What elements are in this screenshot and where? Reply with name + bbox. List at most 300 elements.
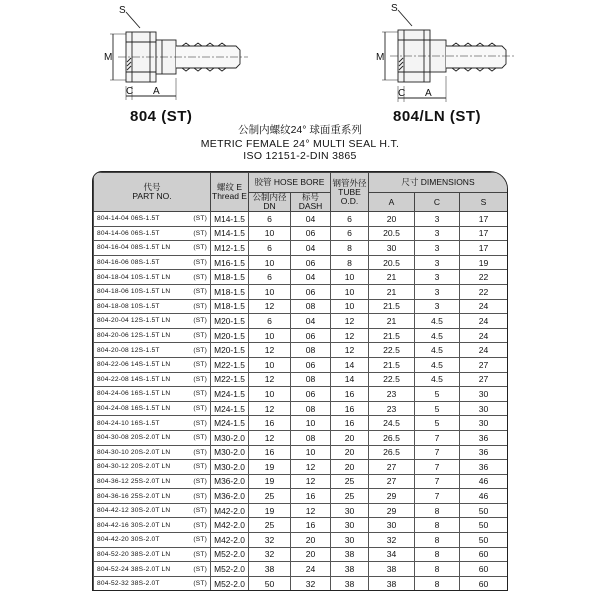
- cell-s: 60: [460, 562, 508, 577]
- cell-dn: 6: [249, 212, 291, 227]
- cell-tube-od: 16: [331, 416, 369, 431]
- technical-drawings: [0, 0, 600, 112]
- cell-dash: 10: [291, 445, 331, 460]
- part-desc: 14S-1.5T LN: [130, 361, 171, 369]
- table-row: [94, 445, 508, 460]
- cell-s: 50: [460, 533, 508, 548]
- cell-s: 17: [460, 241, 508, 256]
- cell-a: 21.5: [369, 328, 415, 343]
- cell-a: 20.5: [369, 226, 415, 241]
- cell-part-no: [94, 503, 211, 518]
- cell-a: 24.5: [369, 416, 415, 431]
- part-code: 804-22-08: [97, 375, 129, 383]
- part-code: 804-42-16: [97, 521, 129, 529]
- cell-s: 22: [460, 270, 508, 285]
- part-code: 804-16-06: [97, 259, 129, 267]
- cell-dash: 10: [291, 416, 331, 431]
- cell-dn: 10: [249, 357, 291, 372]
- cell-thread: M36-2.0: [211, 489, 249, 504]
- table-row: [94, 212, 508, 227]
- cell-c: 3: [415, 299, 460, 314]
- cell-dash: 06: [291, 284, 331, 299]
- cell-dash: 20: [291, 533, 331, 548]
- part-desc: 16S-1.5T LN: [130, 405, 171, 413]
- part-desc: 06S-1.5T: [130, 215, 160, 223]
- cell-s: 24: [460, 299, 508, 314]
- cell-tube-od: 14: [331, 357, 369, 372]
- cell-s: 24: [460, 343, 508, 358]
- cell-dn: 12: [249, 299, 291, 314]
- header-tube-en: TUBE O.D.: [338, 186, 361, 206]
- cell-thread: M24-1.5: [211, 387, 249, 402]
- cell-part-no: [94, 474, 211, 489]
- table-row: [94, 416, 508, 431]
- cell-dash: 24: [291, 562, 331, 577]
- cell-s: 46: [460, 474, 508, 489]
- cell-a: 23: [369, 401, 415, 416]
- cell-part-no: [94, 387, 211, 402]
- cell-dn: 10: [249, 255, 291, 270]
- cell-thread: M18-1.5: [211, 299, 249, 314]
- cell-thread: M52-2.0: [211, 576, 249, 591]
- header-part-no: [94, 173, 211, 212]
- part-code: 804-14-04: [97, 215, 129, 223]
- part-desc: 14S-1.5T LN: [130, 375, 171, 383]
- part-st: (ST): [193, 215, 207, 223]
- cell-s: 24: [460, 314, 508, 329]
- part-st: (ST): [193, 463, 207, 471]
- cell-dash: 06: [291, 255, 331, 270]
- header-s: S: [460, 193, 508, 212]
- header-dash: 标号 DASH: [291, 193, 331, 212]
- cell-dn: 6: [249, 270, 291, 285]
- cell-a: 21: [369, 314, 415, 329]
- cell-a: 20: [369, 212, 415, 227]
- cell-part-no: [94, 241, 211, 256]
- cell-a: 32: [369, 533, 415, 548]
- cell-dn: 16: [249, 416, 291, 431]
- part-desc: 10S-1.5T LN: [130, 273, 171, 281]
- cell-dash: 12: [291, 460, 331, 475]
- cell-c: 8: [415, 562, 460, 577]
- cell-c: 3: [415, 284, 460, 299]
- cell-c: 4.5: [415, 372, 460, 387]
- cell-tube-od: 12: [331, 328, 369, 343]
- right-label-a: A: [425, 88, 432, 99]
- cell-tube-od: 30: [331, 503, 369, 518]
- cell-part-no: [94, 416, 211, 431]
- part-code: 804-30-10: [97, 448, 129, 456]
- header-hose-en: HOSE BORE: [273, 177, 325, 187]
- cell-dn: 19: [249, 460, 291, 475]
- part-desc: 25S-2.0T LN: [130, 492, 171, 500]
- cell-s: 50: [460, 503, 508, 518]
- part-desc: 10S-1.5T: [130, 302, 160, 310]
- cell-thread: M12-1.5: [211, 241, 249, 256]
- cell-dn: 10: [249, 284, 291, 299]
- cell-c: 3: [415, 241, 460, 256]
- cell-a: 26.5: [369, 445, 415, 460]
- cell-thread: M20-1.5: [211, 343, 249, 358]
- cell-dn: 19: [249, 474, 291, 489]
- cell-tube-od: 25: [331, 474, 369, 489]
- cell-dn: 10: [249, 387, 291, 402]
- left-label-m: M: [104, 52, 113, 63]
- part-code: 804-36-16: [97, 492, 129, 500]
- part-st: (ST): [193, 229, 207, 237]
- cell-tube-od: 10: [331, 299, 369, 314]
- table-row: [94, 255, 508, 270]
- cell-dash: 04: [291, 241, 331, 256]
- cell-thread: M36-2.0: [211, 474, 249, 489]
- part-desc: 06S-1.5T: [130, 229, 160, 237]
- part-code: 804-20-06: [97, 332, 129, 340]
- table-row: [94, 284, 508, 299]
- cell-thread: M42-2.0: [211, 533, 249, 548]
- cell-dn: 10: [249, 328, 291, 343]
- cell-dn: 32: [249, 547, 291, 562]
- cell-a: 34: [369, 547, 415, 562]
- part-code: 804-42-12: [97, 507, 129, 515]
- cell-tube-od: 6: [331, 212, 369, 227]
- part-code: 804-22-06: [97, 361, 129, 369]
- cell-part-no: [94, 518, 211, 533]
- header-tube-od: [331, 173, 369, 212]
- part-code: 804-52-32: [97, 580, 129, 588]
- part-st: (ST): [193, 390, 207, 398]
- part-code: 804-24-10: [97, 419, 129, 427]
- cell-thread: M42-2.0: [211, 518, 249, 533]
- cell-part-no: [94, 562, 211, 577]
- part-desc: 38S-2.0T LN: [130, 550, 171, 558]
- part-st: (ST): [193, 288, 207, 296]
- series-title-standard: ISO 12151-2-DIN 3865: [243, 150, 357, 162]
- part-st: (ST): [193, 550, 207, 558]
- cell-a: 38: [369, 576, 415, 591]
- cell-s: 27: [460, 357, 508, 372]
- cell-part-no: [94, 226, 211, 241]
- cell-part-no: [94, 314, 211, 329]
- cell-tube-od: 20: [331, 460, 369, 475]
- cell-dash: 32: [291, 576, 331, 591]
- cell-thread: M24-1.5: [211, 401, 249, 416]
- cell-part-no: [94, 430, 211, 445]
- cell-dash: 08: [291, 430, 331, 445]
- table-row: [94, 372, 508, 387]
- cell-dn: 32: [249, 533, 291, 548]
- cell-dash: 06: [291, 328, 331, 343]
- cell-thread: M20-1.5: [211, 314, 249, 329]
- cell-thread: M30-2.0: [211, 430, 249, 445]
- table-row: [94, 387, 508, 402]
- cell-part-no: [94, 328, 211, 343]
- cell-thread: M42-2.0: [211, 503, 249, 518]
- cell-part-no: [94, 357, 211, 372]
- part-desc: 30S-2.0T LN: [130, 507, 171, 515]
- cell-thread: M30-2.0: [211, 460, 249, 475]
- cell-tube-od: 8: [331, 241, 369, 256]
- part-code: 804-20-08: [97, 346, 129, 354]
- cell-c: 7: [415, 489, 460, 504]
- cell-tube-od: 10: [331, 270, 369, 285]
- cell-c: 8: [415, 533, 460, 548]
- cell-c: 4.5: [415, 357, 460, 372]
- cell-thread: M52-2.0: [211, 562, 249, 577]
- cell-dash: 08: [291, 372, 331, 387]
- part-desc: 38S-2.0T LN: [130, 565, 171, 573]
- part-st: (ST): [193, 273, 207, 281]
- table-row: [94, 357, 508, 372]
- cell-tube-od: 30: [331, 518, 369, 533]
- cell-s: 17: [460, 226, 508, 241]
- table-row: [94, 241, 508, 256]
- part-st: (ST): [193, 346, 207, 354]
- cell-thread: M30-2.0: [211, 445, 249, 460]
- specification-table: [93, 172, 508, 591]
- part-desc: 12S-1.5T LN: [130, 332, 171, 340]
- part-st: (ST): [193, 259, 207, 267]
- table-row: [94, 343, 508, 358]
- header-part-cn: 代号: [143, 182, 161, 192]
- table-row: [94, 576, 508, 591]
- cell-dash: 12: [291, 474, 331, 489]
- part-code: 804-24-08: [97, 405, 129, 413]
- part-desc: 30S-2.0T LN: [130, 521, 171, 529]
- cell-tube-od: 8: [331, 255, 369, 270]
- cell-c: 5: [415, 401, 460, 416]
- cell-c: 8: [415, 503, 460, 518]
- cell-part-no: [94, 343, 211, 358]
- cell-s: 46: [460, 489, 508, 504]
- part-st: (ST): [193, 448, 207, 456]
- cell-dn: 16: [249, 445, 291, 460]
- cell-dn: 12: [249, 401, 291, 416]
- part-code: 804-30-12: [97, 463, 129, 471]
- part-code: 804-30-08: [97, 434, 129, 442]
- cell-dn: 25: [249, 489, 291, 504]
- part-code: 804-18-08: [97, 302, 129, 310]
- cell-thread: M18-1.5: [211, 284, 249, 299]
- part-desc: 30S-2.0T: [130, 536, 160, 544]
- cell-tube-od: 6: [331, 226, 369, 241]
- cell-part-no: [94, 460, 211, 475]
- part-desc: 20S-2.0T LN: [130, 434, 171, 442]
- part-desc: 12S-1.5T LN: [130, 317, 171, 325]
- header-dn: 公制内径 DN: [249, 193, 291, 212]
- part-st: (ST): [193, 302, 207, 310]
- part-desc: 20S-2.0T LN: [130, 448, 171, 456]
- cell-dash: 08: [291, 299, 331, 314]
- part-code: 804-20-04: [97, 317, 129, 325]
- cell-c: 3: [415, 226, 460, 241]
- cell-c: 4.5: [415, 328, 460, 343]
- series-title-english: METRIC FEMALE 24° MULTI SEAL H.T.: [200, 138, 400, 150]
- left-label-c: C: [126, 86, 134, 97]
- part-st: (ST): [193, 317, 207, 325]
- cell-tube-od: 20: [331, 430, 369, 445]
- cell-c: 5: [415, 387, 460, 402]
- part-st: (ST): [193, 521, 207, 529]
- part-st: (ST): [193, 361, 207, 369]
- cell-a: 20.5: [369, 255, 415, 270]
- header-a: A: [369, 193, 415, 212]
- cell-a: 23: [369, 387, 415, 402]
- cell-part-no: [94, 576, 211, 591]
- cell-s: 50: [460, 518, 508, 533]
- cell-dn: 12: [249, 372, 291, 387]
- header-c: C: [415, 193, 460, 212]
- part-st: (ST): [193, 434, 207, 442]
- part-code: 804-42-20: [97, 536, 129, 544]
- cell-dn: 12: [249, 343, 291, 358]
- cell-tube-od: 20: [331, 445, 369, 460]
- cell-dash: 04: [291, 314, 331, 329]
- cell-dash: 08: [291, 401, 331, 416]
- cell-s: 22: [460, 284, 508, 299]
- cell-c: 7: [415, 474, 460, 489]
- part-desc: 38S-2.0T: [130, 580, 160, 588]
- part-st: (ST): [193, 332, 207, 340]
- cell-tube-od: 10: [331, 284, 369, 299]
- cell-part-no: [94, 445, 211, 460]
- cell-c: 4.5: [415, 343, 460, 358]
- header-dim-cn: 尺寸: [401, 177, 419, 187]
- table-row: [94, 518, 508, 533]
- cell-dash: 16: [291, 518, 331, 533]
- cell-tube-od: 25: [331, 489, 369, 504]
- cell-dash: 12: [291, 503, 331, 518]
- part-code: 804-36-12: [97, 477, 129, 485]
- part-desc: 10S-1.5T LN: [130, 288, 171, 296]
- part-code: 804-16-04: [97, 244, 129, 252]
- model-label-left: 804 (ST): [130, 108, 193, 125]
- cell-a: 29: [369, 489, 415, 504]
- cell-s: 30: [460, 401, 508, 416]
- cell-dn: 25: [249, 518, 291, 533]
- table-row: [94, 314, 508, 329]
- cell-thread: M52-2.0: [211, 547, 249, 562]
- part-code: 804-52-24: [97, 565, 129, 573]
- cell-dash: 06: [291, 357, 331, 372]
- cell-s: 60: [460, 547, 508, 562]
- part-code: 804-52-20: [97, 550, 129, 558]
- cell-s: 36: [460, 445, 508, 460]
- cell-s: 30: [460, 416, 508, 431]
- cell-thread: M14-1.5: [211, 212, 249, 227]
- cell-c: 7: [415, 460, 460, 475]
- cell-dash: 20: [291, 547, 331, 562]
- cell-part-no: [94, 270, 211, 285]
- cell-part-no: [94, 284, 211, 299]
- cell-part-no: [94, 299, 211, 314]
- cell-dn: 50: [249, 576, 291, 591]
- part-st: (ST): [193, 419, 207, 427]
- header-dim-en: DIMENSIONS: [420, 177, 475, 187]
- part-st: (ST): [193, 244, 207, 252]
- cell-a: 26.5: [369, 430, 415, 445]
- cell-dash: 16: [291, 489, 331, 504]
- part-st: (ST): [193, 492, 207, 500]
- header-thread-cn: 螺纹 E: [216, 182, 243, 192]
- part-st: (ST): [193, 507, 207, 515]
- cell-dn: 19: [249, 503, 291, 518]
- cell-c: 8: [415, 518, 460, 533]
- header-tube-cn: 钢管外径: [332, 177, 367, 188]
- cell-a: 29: [369, 503, 415, 518]
- part-desc: 12S-1.5T: [130, 346, 160, 354]
- table-row: [94, 430, 508, 445]
- part-desc: 08S-1.5T LN: [130, 244, 171, 252]
- cell-part-no: [94, 533, 211, 548]
- table-row: [94, 460, 508, 475]
- cell-thread: M22-1.5: [211, 372, 249, 387]
- cell-part-no: [94, 372, 211, 387]
- header-hose-cn: 胶管: [254, 177, 272, 187]
- header-dimensions: [369, 173, 508, 193]
- table-row: [94, 401, 508, 416]
- cell-a: 27: [369, 460, 415, 475]
- header-thread: [211, 173, 249, 212]
- cell-dash: 06: [291, 387, 331, 402]
- cell-dn: 10: [249, 226, 291, 241]
- cell-tube-od: 38: [331, 562, 369, 577]
- fitting-drawings-svg: [0, 0, 600, 112]
- right-label-m: M: [376, 52, 385, 63]
- table-row: [94, 547, 508, 562]
- cell-a: 22.5: [369, 372, 415, 387]
- table-row: [94, 270, 508, 285]
- table-row: [94, 299, 508, 314]
- part-code: 804-18-06: [97, 288, 129, 296]
- cell-tube-od: 12: [331, 343, 369, 358]
- cell-dash: 04: [291, 212, 331, 227]
- cell-dn: 6: [249, 241, 291, 256]
- cell-tube-od: 12: [331, 314, 369, 329]
- cell-a: 30: [369, 241, 415, 256]
- part-st: (ST): [193, 580, 207, 588]
- part-desc: 16S-1.5T LN: [130, 390, 171, 398]
- cell-thread: M14-1.5: [211, 226, 249, 241]
- table-row: [94, 503, 508, 518]
- part-desc: 16S-1.5T: [130, 419, 160, 427]
- part-desc: 08S-1.5T: [130, 259, 160, 267]
- table-row: [94, 328, 508, 343]
- cell-thread: M24-1.5: [211, 416, 249, 431]
- cell-c: 5: [415, 416, 460, 431]
- cell-a: 21.5: [369, 357, 415, 372]
- cell-a: 27: [369, 474, 415, 489]
- header-part-en: PART NO.: [132, 191, 172, 201]
- cell-part-no: [94, 212, 211, 227]
- cell-tube-od: 14: [331, 372, 369, 387]
- table-row: [94, 226, 508, 241]
- cell-a: 21: [369, 270, 415, 285]
- cell-thread: M22-1.5: [211, 357, 249, 372]
- right-label-c: C: [398, 88, 406, 99]
- part-code: 804-24-06: [97, 390, 129, 398]
- cell-a: 30: [369, 518, 415, 533]
- cell-s: 60: [460, 576, 508, 591]
- part-code: 804-18-04: [97, 273, 129, 281]
- table-row: [94, 474, 508, 489]
- cell-tube-od: 38: [331, 576, 369, 591]
- part-st: (ST): [193, 536, 207, 544]
- right-label-s: S: [391, 3, 398, 14]
- cell-s: 24: [460, 328, 508, 343]
- cell-tube-od: 16: [331, 401, 369, 416]
- cell-dn: 38: [249, 562, 291, 577]
- cell-tube-od: 30: [331, 533, 369, 548]
